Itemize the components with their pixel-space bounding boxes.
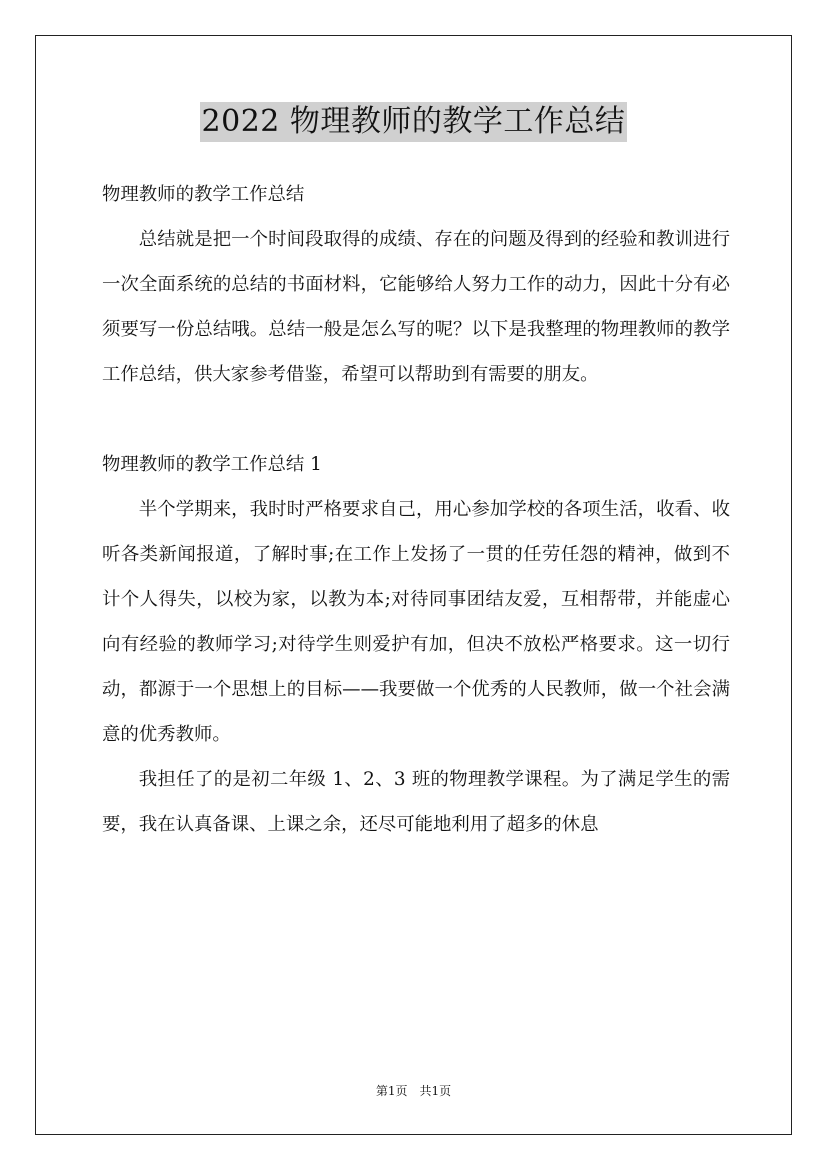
document-body <box>102 172 730 847</box>
section-heading: 物理教师的教学工作总结 1 <box>102 454 322 475</box>
intro-paragraph: 总结就是把一个时间段取得的成绩、存在的问题及得到的经验和教训进行一次全面系统的总结的书面材料，它能够给人努力工作的动力，因此十分有必须要写一份总结哦。总结一般是怎么写的呢？以下是我整理的物理教师的教学工作总结，供大家参考借鉴，希望可以帮助到有需要的朋友。 <box>102 229 730 385</box>
page-number-current: 第1页 <box>375 1084 408 1098</box>
section-paragraph-1: 半个学期来，我时时严格要求自己，用心参加学校的各项生活，收看、收听各类新闻报道，了解时事;在工作上发扬了一贯的任劳任怨的精神，做到不计个人得失，以校为家，以教为本;对待同事团结友爱，互相帮带，并能虚心向有经验的教师学习;对待学生则爱护有加，但决不放松严格要求。这一切行动，都源于一个思想上的目标——我要做一个优秀的人民教师，做一个社会满意的优秀教师。 <box>102 499 730 745</box>
document-title: 2022 物理教师的教学工作总结 <box>200 102 628 142</box>
page-footer <box>0 1083 827 1099</box>
page-number-total: 共1页 <box>419 1084 452 1098</box>
section-paragraph-2: 我担任了的是初二年级 1、2、3 班的物理教学课程。为了满足学生的需要，我在认真备课、上课之余，还尽可能地利用了超多的休息 <box>102 769 730 835</box>
subtitle: 物理教师的教学工作总结 <box>102 184 305 205</box>
paragraph-spacer <box>102 397 730 442</box>
title-container <box>0 102 827 142</box>
